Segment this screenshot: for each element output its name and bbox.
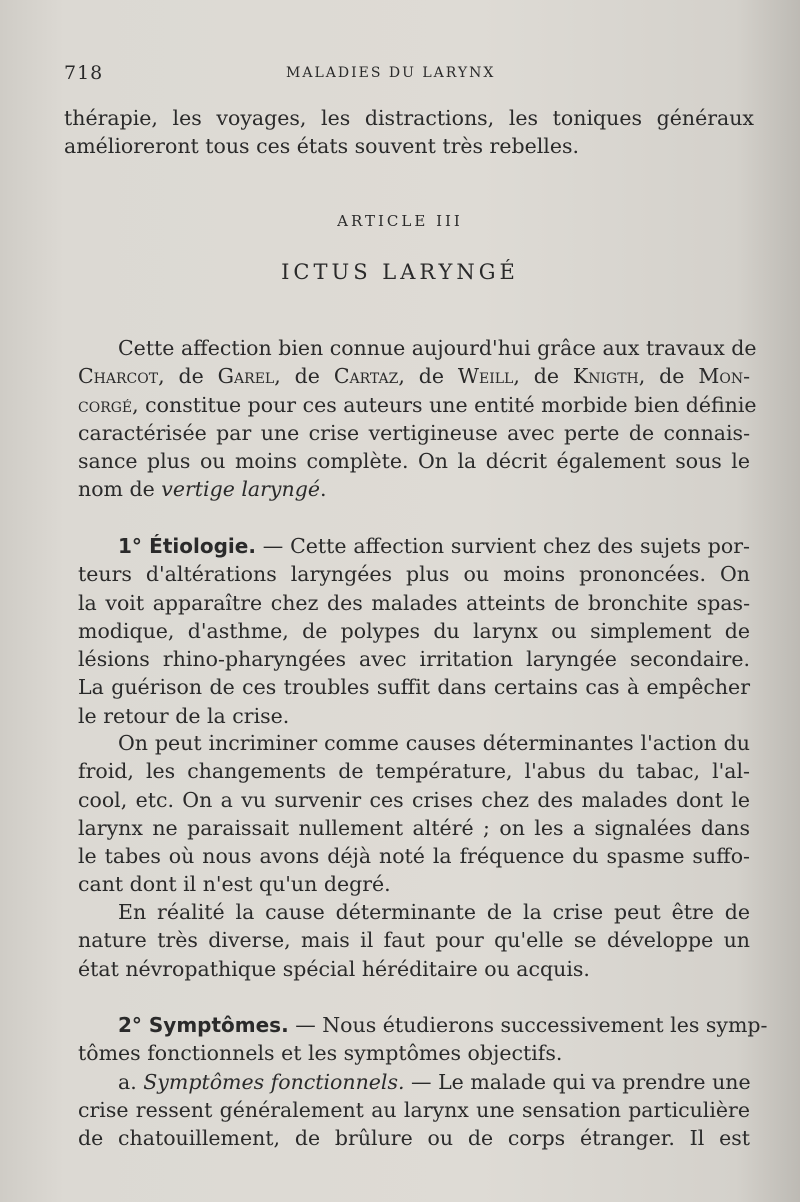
page-header [64, 62, 724, 88]
text-fragment: nom de [78, 477, 162, 502]
text-line: état névropathique spécial héréditaire ou acquis. [78, 956, 590, 981]
section-symptomes [78, 1011, 768, 1152]
author-name: Garel [217, 364, 275, 389]
section-etiologie [78, 532, 750, 730]
text-fragment: — Le malade qui va prendre une [404, 1069, 751, 1094]
text-line: le retour de la crise. [78, 703, 290, 728]
text-line: caractérisée par une crise vertigineuse avec perte de connais- [78, 420, 750, 445]
text-line [78, 1011, 768, 1039]
text-fragment: , de [638, 364, 699, 389]
text-fragment: . [319, 477, 327, 502]
paragraph-realite [78, 898, 750, 983]
author-name: Cartaz [333, 364, 399, 389]
text-line: amélioreront tous ces états souvent très rebelles. [64, 134, 580, 159]
intro-paragraph [64, 104, 754, 161]
text-line [78, 532, 750, 560]
author-name: corgé [78, 392, 133, 417]
italic-term: vertige laryngé [161, 477, 320, 502]
text-line: crise ressent généralement au larynx une sensation particulière [78, 1097, 750, 1122]
page-number: 718 [64, 62, 104, 84]
text-line [78, 1068, 750, 1096]
text-line: larynx ne paraissait nullement altéré ; on les a signalées dans [78, 815, 750, 840]
text-line: froid, les changements de température, l'abus du tabac, l'al- [78, 759, 750, 784]
author-name: Charcot [78, 364, 159, 389]
text-line: On peut incriminer comme causes déterminantes l'action du [118, 731, 750, 755]
text-line: la voit apparaître chez des malades atteints de bronchite spas- [78, 590, 750, 615]
text-line: cool, etc. On a vu survenir ces crises chez des malades dont le [78, 787, 750, 812]
text-line: sance plus ou moins complète. On la décrit également sous le [78, 449, 750, 474]
text-fragment: , de [274, 364, 334, 389]
section-heading: 2° Symptômes. [118, 1013, 289, 1037]
article-number: ARTICLE III [337, 212, 463, 230]
text-line: de chatouillement, de brûlure ou de corps étranger. Il est [78, 1126, 750, 1151]
author-name: Weill [457, 364, 514, 389]
paragraph-causes [78, 729, 750, 899]
text-line: tômes fonctionnels et les symptômes objectifs. [78, 1041, 563, 1066]
text-fragment: — Cette affection survient chez des sujets por- [255, 534, 750, 558]
section-heading: 1° Étiologie. [118, 534, 256, 558]
text-line [78, 391, 757, 419]
text-line: cant dont il n'est qu'un degré. [78, 872, 391, 897]
text-fragment: , de [513, 364, 573, 389]
author-name: Knigth [572, 364, 639, 389]
text-fragment: , constitue pour ces auteurs une entité morbide bien définie [132, 392, 757, 417]
text-line: teurs d'altérations laryngées plus ou moins prononcées. On [78, 562, 750, 587]
text-fragment: , de [158, 364, 218, 389]
text-line: En réalité la cause déterminante de la crise peut être de [118, 900, 750, 924]
text-line: lésions rhino-pharyngées avec irritation laryngée secondaire. [78, 647, 750, 672]
text-line [78, 362, 750, 390]
text-line: La guérison de ces troubles suffit dans certains cas à empêcher [78, 675, 750, 700]
subsection-title: Symptômes fonctionnels. [143, 1069, 405, 1094]
text-fragment: , de [398, 364, 458, 389]
text-fragment: — Nous étudierons successivement les symp- [288, 1013, 768, 1037]
author-name: Mon- [698, 364, 751, 389]
text-fragment: a. [118, 1069, 144, 1094]
text-line: modique, d'asthme, de polypes du larynx ou simplement de [78, 618, 750, 643]
running-head: MALADIES DU LARYNX [286, 65, 496, 81]
text-line [78, 475, 750, 503]
paragraph-definition [78, 334, 757, 504]
text-line: nature très diverse, mais il faut pour qu'elle se développe un [78, 928, 750, 953]
text-line: thérapie, les voyages, les distractions, les toniques généraux [64, 106, 754, 130]
text-line: Cette affection bien connue aujourd'hui grâce aux travaux de [118, 336, 757, 360]
article-title: ICTUS LARYNGÉ [281, 260, 519, 284]
text-line: le tabes où nous avons déjà noté la fréquence du spasme suffo- [78, 844, 750, 869]
